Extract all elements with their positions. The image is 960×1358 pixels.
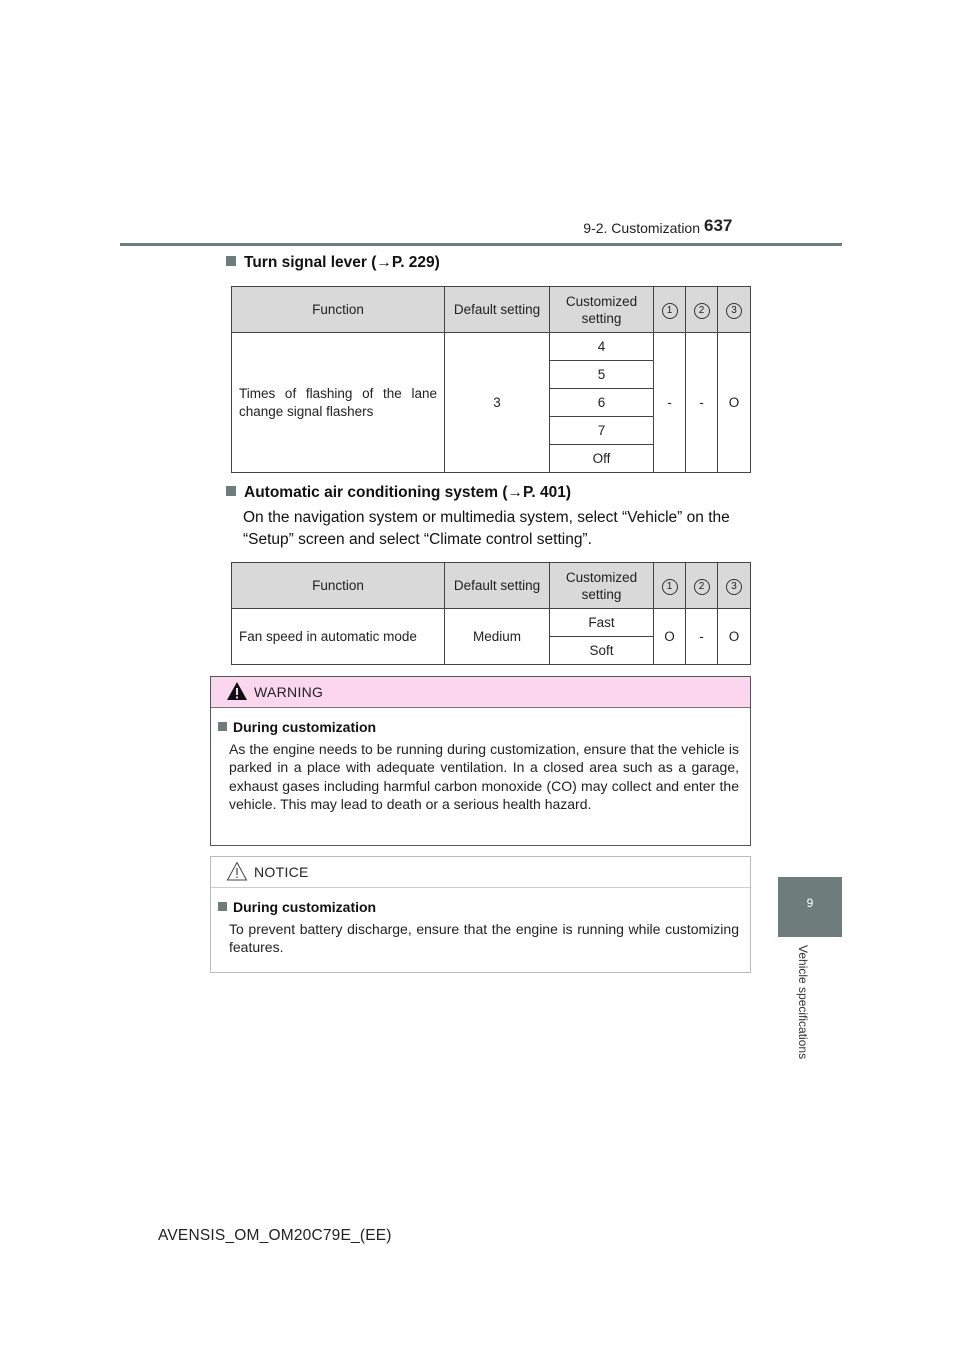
option-cell: 7	[550, 417, 654, 445]
function-cell: Fan speed in automatic mode	[232, 609, 445, 665]
col-header-2	[686, 563, 718, 609]
warning-box	[210, 676, 751, 846]
col-header-3	[718, 563, 751, 609]
option-cell: 5	[550, 361, 654, 389]
col-header-customized: Customized setting	[550, 563, 654, 609]
col-header-2	[686, 287, 718, 333]
square-bullet-icon	[226, 486, 236, 496]
circled-number-3-icon: 3	[726, 303, 742, 319]
section-body-text: On the navigation system or multimedia system, select “Vehicle” on the “Setup” screen and select “Climate control setting”.	[243, 509, 730, 548]
warning-title: WARNING	[254, 684, 324, 700]
chapter-number: 9	[806, 896, 814, 910]
notice-triangle-icon	[226, 861, 248, 881]
mark-cell-1: O	[654, 609, 686, 665]
chapter-label: Vehicle specifications	[796, 945, 810, 1060]
notice-header	[211, 857, 750, 888]
col-header-default: Default setting	[445, 287, 550, 333]
notice-box	[210, 856, 751, 973]
circled-number-2-icon: 2	[694, 303, 710, 319]
square-bullet-icon	[218, 902, 227, 911]
col-header-function: Function	[232, 563, 445, 609]
col-header-function: Function	[232, 287, 445, 333]
circled-number-1-icon: 1	[662, 579, 678, 595]
col-header-default: Default setting	[445, 563, 550, 609]
section-heading-turn-signal	[226, 254, 440, 272]
square-bullet-icon	[218, 722, 227, 731]
mark-cell-3: O	[718, 609, 751, 665]
col-header-1	[654, 563, 686, 609]
subheading-text: During customization	[233, 899, 377, 915]
mark-cell-2: -	[686, 609, 718, 665]
heading-text: Turn signal lever (→P. 229)	[244, 254, 440, 271]
default-cell: Medium	[445, 609, 550, 665]
section-title: 9-2. Customization	[583, 220, 700, 236]
header-rule	[120, 243, 842, 246]
page-number: 637	[704, 216, 733, 235]
subheading-text: During customization	[233, 719, 377, 735]
option-cell: 4	[550, 333, 654, 361]
option-cell: 6	[550, 389, 654, 417]
mark-cell-3: O	[718, 333, 751, 473]
warning-header	[211, 677, 750, 708]
option-cell: Fast	[550, 609, 654, 637]
col-header-customized: Customized setting	[550, 287, 654, 333]
document-id: AVENSIS_OM_OM20C79E_(EE)	[158, 1227, 392, 1244]
turn-signal-table	[231, 286, 751, 473]
mark-cell-2: -	[686, 333, 718, 473]
section-heading-air-conditioning	[226, 484, 571, 502]
air-conditioning-table	[231, 562, 751, 665]
option-cell: Off	[550, 445, 654, 473]
warning-text: As the engine needs to be running during customization, ensure that the vehicle is parked in a place with adequate ventilation. In a closed area such as a garage, exhaust gases including harmful carbon monoxide (CO) may collect and enter the vehicle. This may lead to death or a serious health hazard.	[229, 741, 739, 812]
circled-number-2-icon: 2	[694, 579, 710, 595]
circled-number-1-icon: 1	[662, 303, 678, 319]
notice-title: NOTICE	[254, 864, 309, 880]
function-cell: Times of flashing of the lane change signal flashers	[232, 333, 445, 473]
heading-text: Automatic air conditioning system (→P. 401)	[244, 484, 572, 501]
notice-subheading	[218, 899, 376, 915]
col-header-1	[654, 287, 686, 333]
mark-cell-1: -	[654, 333, 686, 473]
square-bullet-icon	[226, 256, 236, 266]
warning-subheading	[218, 719, 376, 735]
notice-text: To prevent battery discharge, ensure that the engine is running while customizing features.	[229, 921, 739, 956]
col-header-3	[718, 287, 751, 333]
option-cell: Soft	[550, 637, 654, 665]
warning-triangle-icon	[226, 681, 248, 701]
circled-number-3-icon: 3	[726, 579, 742, 595]
default-cell: 3	[445, 333, 550, 473]
